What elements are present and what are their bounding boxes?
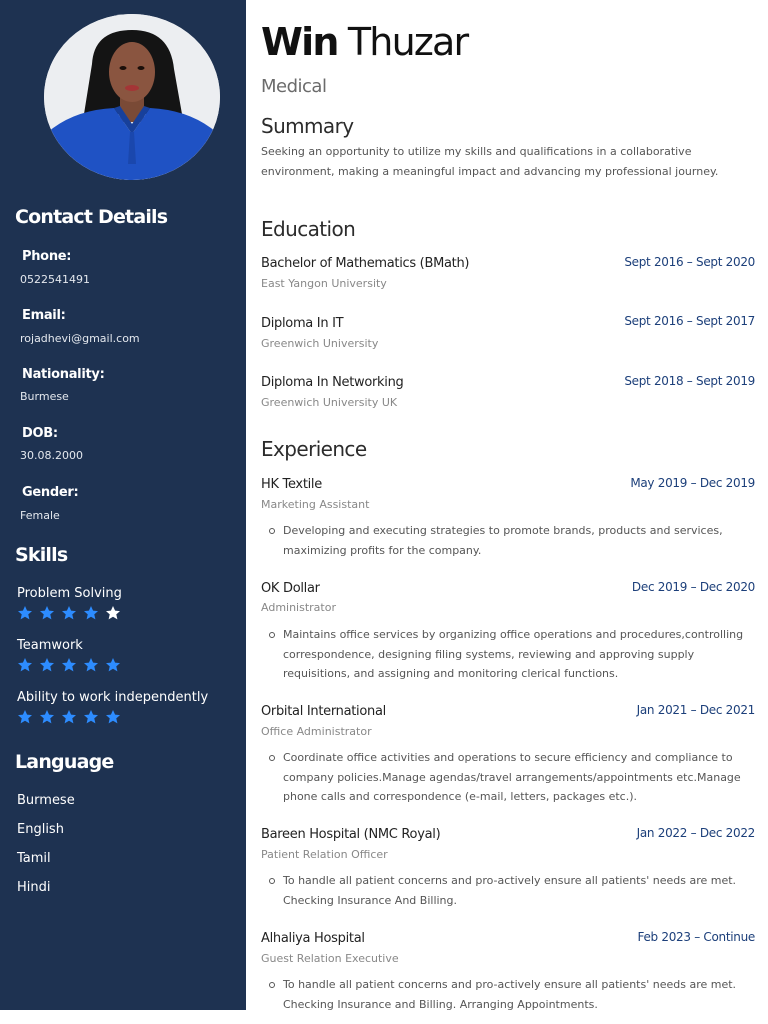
email-label: Email: (22, 308, 66, 323)
dob-label: DOB: (22, 426, 58, 441)
education-school: East Yangon University (261, 277, 387, 290)
profile-photo (44, 14, 220, 180)
gender-label: Gender: (22, 485, 79, 500)
contact-details-heading: Contact Details (15, 206, 168, 228)
experience-company: HK Textile (261, 477, 322, 492)
email-value: rojadhevi@gmail.com (20, 332, 140, 345)
summary-heading: Summary (261, 114, 354, 138)
language-item: Tamil (17, 851, 51, 866)
candidate-name (261, 20, 467, 64)
experience-dates: Dec 2019 – Dec 2020 (631, 580, 755, 594)
experience-description: To handle all patient concerns and pro-actively ensure all patients' needs are met. Checking Insurance And Billing. (283, 871, 755, 910)
star-filled-icon (105, 709, 121, 725)
education-dates: Sept 2016 – Sept 2020 (624, 255, 755, 269)
star-filled-icon (105, 657, 121, 673)
star-filled-icon (39, 709, 55, 725)
language-item: Hindi (17, 880, 51, 895)
star-filled-icon (83, 657, 99, 673)
experience-dates: May 2019 – Dec 2019 (630, 476, 755, 490)
nationality-label: Nationality: (22, 367, 105, 382)
star-filled-icon (61, 709, 77, 725)
language-item: English (17, 822, 64, 837)
education-degree: Bachelor of Mathematics (BMath) (261, 256, 470, 271)
last-name: Thuzar (347, 20, 468, 64)
experience-company: Alhaliya Hospital (261, 931, 365, 946)
experience-description: To handle all patient concerns and pro-actively ensure all patients' needs are met. Checking Insurance and Billing. Arranging Appointments. (283, 975, 755, 1014)
experience-dates: Feb 2023 – Continue (637, 930, 755, 944)
language-heading: Language (15, 751, 114, 773)
language-item: Burmese (17, 793, 75, 808)
experience-position: Marketing Assistant (261, 498, 370, 511)
star-filled-icon (17, 605, 33, 621)
sidebar (0, 0, 246, 1010)
star-empty-icon (105, 605, 121, 621)
education-dates: Sept 2018 – Sept 2019 (624, 374, 755, 388)
experience-position: Office Administrator (261, 725, 372, 738)
star-filled-icon (17, 657, 33, 673)
star-filled-icon (61, 605, 77, 621)
experience-position: Administrator (261, 601, 336, 614)
education-heading: Education (261, 217, 356, 241)
experience-company: Bareen Hospital (NMC Royal) (261, 827, 441, 842)
skill-rating (17, 709, 121, 727)
gender-value: Female (20, 509, 60, 522)
experience-company: OK Dollar (261, 581, 320, 596)
phone-label: Phone: (22, 249, 72, 264)
first-name: Win (261, 20, 338, 64)
education-school: Greenwich University (261, 337, 379, 350)
experience-heading: Experience (261, 437, 367, 461)
skill-rating (17, 605, 121, 623)
experience-company: Orbital International (261, 704, 386, 719)
phone-value: 0522541491 (20, 273, 90, 286)
skill-rating (17, 657, 121, 675)
star-filled-icon (39, 605, 55, 621)
candidate-role: Medical (261, 76, 327, 97)
star-filled-icon (61, 657, 77, 673)
experience-description: Developing and executing strategies to promote brands, products and services, maximizing profits for the company. (283, 521, 755, 560)
nationality-value: Burmese (20, 390, 69, 403)
star-filled-icon (17, 709, 33, 725)
experience-description: Maintains office services by organizing office operations and procedures,controlling correspondence, designing filing systems, reviewing and approving supply requisitions, and assigning and monitoring clerical functions. (283, 625, 755, 684)
star-filled-icon (83, 709, 99, 725)
education-degree: Diploma In IT (261, 316, 344, 331)
education-degree: Diploma In Networking (261, 375, 404, 390)
dob-value: 30.08.2000 (20, 449, 83, 462)
star-filled-icon (39, 657, 55, 673)
experience-position: Patient Relation Officer (261, 848, 388, 861)
skill-name: Ability to work independently (17, 690, 209, 705)
skill-name: Teamwork (17, 638, 83, 653)
education-dates: Sept 2016 – Sept 2017 (624, 314, 755, 328)
star-filled-icon (83, 605, 99, 621)
experience-description: Coordinate office activities and operations to secure efficiency and compliance to company policies.Manage agendas/travel arrangements/appointments etc.Manage phone calls and correspondence (e-mail, letters, packages etc.). (283, 748, 755, 807)
summary-text: Seeking an opportunity to utilize my skills and qualifications in a collaborative environment, making a meaningful impact and advancing my professional journey. (261, 145, 719, 178)
experience-dates: Jan 2021 – Dec 2021 (636, 703, 755, 717)
education-school: Greenwich University UK (261, 396, 398, 409)
experience-position: Guest Relation Executive (261, 952, 399, 965)
skill-name: Problem Solving (17, 586, 122, 601)
skills-heading: Skills (15, 544, 68, 566)
experience-dates: Jan 2022 – Dec 2022 (636, 826, 755, 840)
